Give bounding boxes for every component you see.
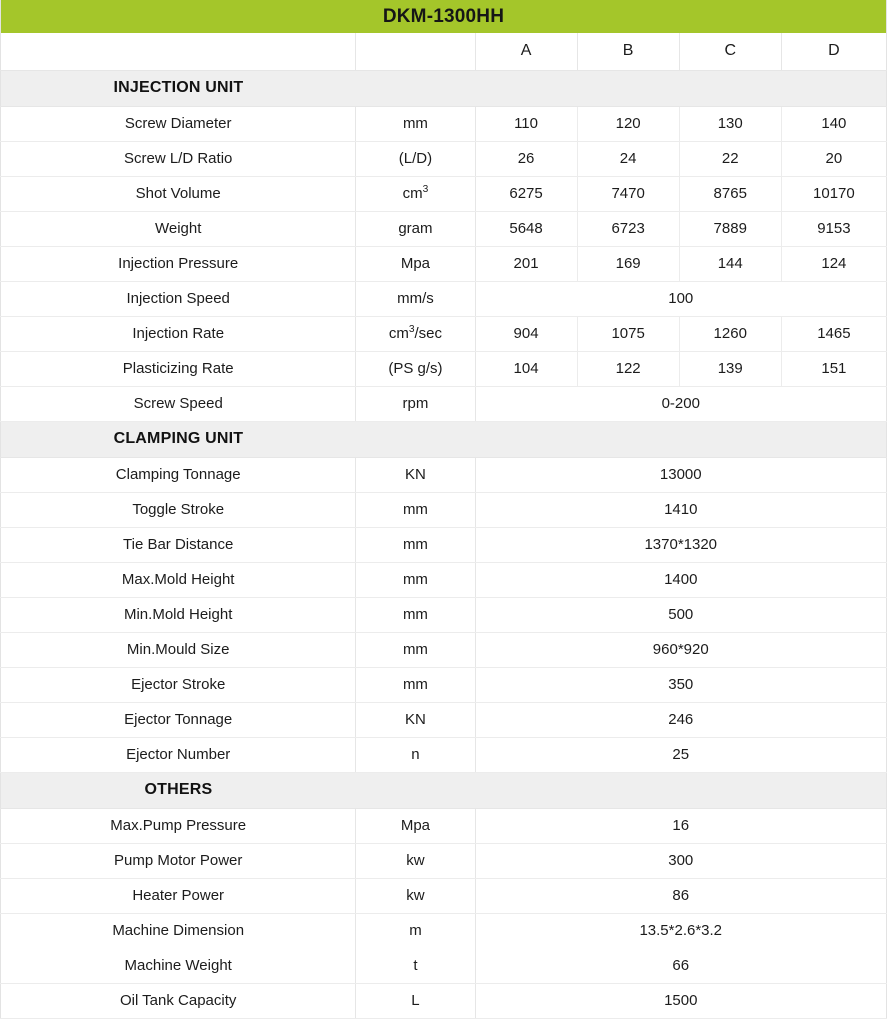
table-row bbox=[1, 457, 887, 492]
row-value-c: 22 bbox=[679, 141, 781, 176]
row-value-merged: 246 bbox=[475, 702, 887, 737]
section-unit-blank bbox=[356, 421, 475, 457]
row-unit: Mpa bbox=[356, 808, 475, 843]
row-unit: KN bbox=[356, 457, 475, 492]
table-row bbox=[1, 527, 887, 562]
table-row bbox=[1, 597, 887, 632]
row-value-b: 120 bbox=[577, 106, 679, 141]
row-label: Max.Pump Pressure bbox=[1, 808, 356, 843]
row-unit: mm bbox=[356, 667, 475, 702]
row-value-merged: 0-200 bbox=[475, 386, 887, 421]
row-value-b: 7470 bbox=[577, 176, 679, 211]
row-value-b: 169 bbox=[577, 246, 679, 281]
row-value-merged: 350 bbox=[475, 667, 887, 702]
section-unit-blank bbox=[356, 772, 475, 808]
row-label: Injection Pressure bbox=[1, 246, 356, 281]
row-value-merged: 66 bbox=[475, 948, 887, 983]
row-label: Weight bbox=[1, 211, 356, 246]
row-value-merged: 86 bbox=[475, 878, 887, 913]
row-value-a: 6275 bbox=[475, 176, 577, 211]
row-label: Ejector Stroke bbox=[1, 667, 356, 702]
row-unit: gram bbox=[356, 211, 475, 246]
machine-model-title: DKM-1300HH bbox=[1, 0, 887, 33]
row-value-b: 1075 bbox=[577, 316, 679, 351]
row-value-merged: 1400 bbox=[475, 562, 887, 597]
table-row bbox=[1, 246, 887, 281]
row-value-merged: 300 bbox=[475, 843, 887, 878]
title-row bbox=[1, 0, 887, 33]
row-label: Tie Bar Distance bbox=[1, 527, 356, 562]
table-row bbox=[1, 176, 887, 211]
table-row bbox=[1, 562, 887, 597]
row-unit: n bbox=[356, 737, 475, 772]
column-header-b: B bbox=[577, 33, 679, 70]
row-value-d: 151 bbox=[781, 351, 886, 386]
row-value-c: 8765 bbox=[679, 176, 781, 211]
table-row bbox=[1, 702, 887, 737]
row-value-d: 20 bbox=[781, 141, 886, 176]
row-label: Oil Tank Capacity bbox=[1, 983, 356, 1018]
row-value-c: 139 bbox=[679, 351, 781, 386]
row-value-a: 904 bbox=[475, 316, 577, 351]
table-row bbox=[1, 983, 887, 1018]
row-value-a: 5648 bbox=[475, 211, 577, 246]
row-label: Injection Rate bbox=[1, 316, 356, 351]
row-value-a: 110 bbox=[475, 106, 577, 141]
header-label-blank bbox=[1, 33, 356, 70]
row-value-merged: 1410 bbox=[475, 492, 887, 527]
unit-superscript: 3 bbox=[408, 324, 415, 335]
section-title: OTHERS bbox=[1, 772, 356, 808]
row-value-c: 1260 bbox=[679, 316, 781, 351]
column-header-d: D bbox=[781, 33, 886, 70]
row-value-merged: 13.5*2.6*3.2 bbox=[475, 913, 887, 948]
row-label: Ejector Tonnage bbox=[1, 702, 356, 737]
table-row bbox=[1, 211, 887, 246]
column-header-c: C bbox=[679, 33, 781, 70]
row-value-merged: 16 bbox=[475, 808, 887, 843]
row-value-b: 122 bbox=[577, 351, 679, 386]
row-unit: mm/s bbox=[356, 281, 475, 316]
row-label: Screw L/D Ratio bbox=[1, 141, 356, 176]
table-row bbox=[1, 948, 887, 983]
row-label: Toggle Stroke bbox=[1, 492, 356, 527]
table-row bbox=[1, 737, 887, 772]
section-title: INJECTION UNIT bbox=[1, 70, 356, 106]
row-label: Injection Speed bbox=[1, 281, 356, 316]
row-label: Pump Motor Power bbox=[1, 843, 356, 878]
row-value-merged: 1370*1320 bbox=[475, 527, 887, 562]
row-unit: kw bbox=[356, 878, 475, 913]
row-value-d: 9153 bbox=[781, 211, 886, 246]
row-value-merged: 1500 bbox=[475, 983, 887, 1018]
row-value-d: 1465 bbox=[781, 316, 886, 351]
row-unit: Mpa bbox=[356, 246, 475, 281]
row-unit: mm bbox=[356, 632, 475, 667]
row-unit: $cm^3$ bbox=[356, 176, 475, 211]
row-label: Screw Diameter bbox=[1, 106, 356, 141]
row-unit: (L/D) bbox=[356, 141, 475, 176]
table-row bbox=[1, 316, 887, 351]
table-row bbox=[1, 913, 887, 948]
row-value-c: 130 bbox=[679, 106, 781, 141]
row-unit: t bbox=[356, 948, 475, 983]
section-header-row bbox=[1, 70, 887, 106]
section-title: CLAMPING UNIT bbox=[1, 421, 356, 457]
table-row bbox=[1, 351, 887, 386]
row-unit: mm bbox=[356, 562, 475, 597]
row-label: Machine Dimension bbox=[1, 913, 356, 948]
table-row bbox=[1, 632, 887, 667]
table-body bbox=[1, 0, 887, 1018]
row-value-a: 201 bbox=[475, 246, 577, 281]
section-header-row bbox=[1, 421, 887, 457]
section-value-blank bbox=[475, 421, 887, 457]
row-value-merged: 100 bbox=[475, 281, 887, 316]
table-row bbox=[1, 667, 887, 702]
table-row bbox=[1, 843, 887, 878]
table-row bbox=[1, 141, 887, 176]
table-row bbox=[1, 281, 887, 316]
row-value-merged: 13000 bbox=[475, 457, 887, 492]
row-label: Screw Speed bbox=[1, 386, 356, 421]
row-unit: L bbox=[356, 983, 475, 1018]
row-value-a: 104 bbox=[475, 351, 577, 386]
row-label: Max.Mold Height bbox=[1, 562, 356, 597]
column-header-a: A bbox=[475, 33, 577, 70]
table-row bbox=[1, 878, 887, 913]
row-value-b: 24 bbox=[577, 141, 679, 176]
row-value-merged: 500 bbox=[475, 597, 887, 632]
unit-superscript: 3 bbox=[422, 184, 429, 195]
section-value-blank bbox=[475, 772, 887, 808]
section-unit-blank bbox=[356, 70, 475, 106]
row-value-a: 26 bbox=[475, 141, 577, 176]
row-label: Clamping Tonnage bbox=[1, 457, 356, 492]
row-value-merged: 25 bbox=[475, 737, 887, 772]
row-unit: mm bbox=[356, 597, 475, 632]
row-unit: kw bbox=[356, 843, 475, 878]
row-value-d: 10170 bbox=[781, 176, 886, 211]
row-label: Machine Weight bbox=[1, 948, 356, 983]
table-row bbox=[1, 808, 887, 843]
row-unit: mm bbox=[356, 492, 475, 527]
row-unit: mm bbox=[356, 106, 475, 141]
row-unit: KN bbox=[356, 702, 475, 737]
row-label: Shot Volume bbox=[1, 176, 356, 211]
table-row bbox=[1, 386, 887, 421]
row-label: Plasticizing Rate bbox=[1, 351, 356, 386]
row-label: Heater Power bbox=[1, 878, 356, 913]
section-value-blank bbox=[475, 70, 887, 106]
row-unit: rpm bbox=[356, 386, 475, 421]
table-row bbox=[1, 492, 887, 527]
row-unit: (PS g/s) bbox=[356, 351, 475, 386]
column-header-row bbox=[1, 33, 887, 70]
row-label: Ejector Number bbox=[1, 737, 356, 772]
row-label: Min.Mould Size bbox=[1, 632, 356, 667]
row-unit: $cm^3/\sec$ bbox=[356, 316, 475, 351]
row-unit: mm bbox=[356, 527, 475, 562]
header-unit-blank bbox=[356, 33, 475, 70]
row-value-merged: 960*920 bbox=[475, 632, 887, 667]
row-value-d: 140 bbox=[781, 106, 886, 141]
row-value-c: 144 bbox=[679, 246, 781, 281]
table-row bbox=[1, 106, 887, 141]
section-header-row bbox=[1, 772, 887, 808]
row-value-b: 6723 bbox=[577, 211, 679, 246]
row-value-d: 124 bbox=[781, 246, 886, 281]
row-value-c: 7889 bbox=[679, 211, 781, 246]
row-unit: m bbox=[356, 913, 475, 948]
row-label: Min.Mold Height bbox=[1, 597, 356, 632]
